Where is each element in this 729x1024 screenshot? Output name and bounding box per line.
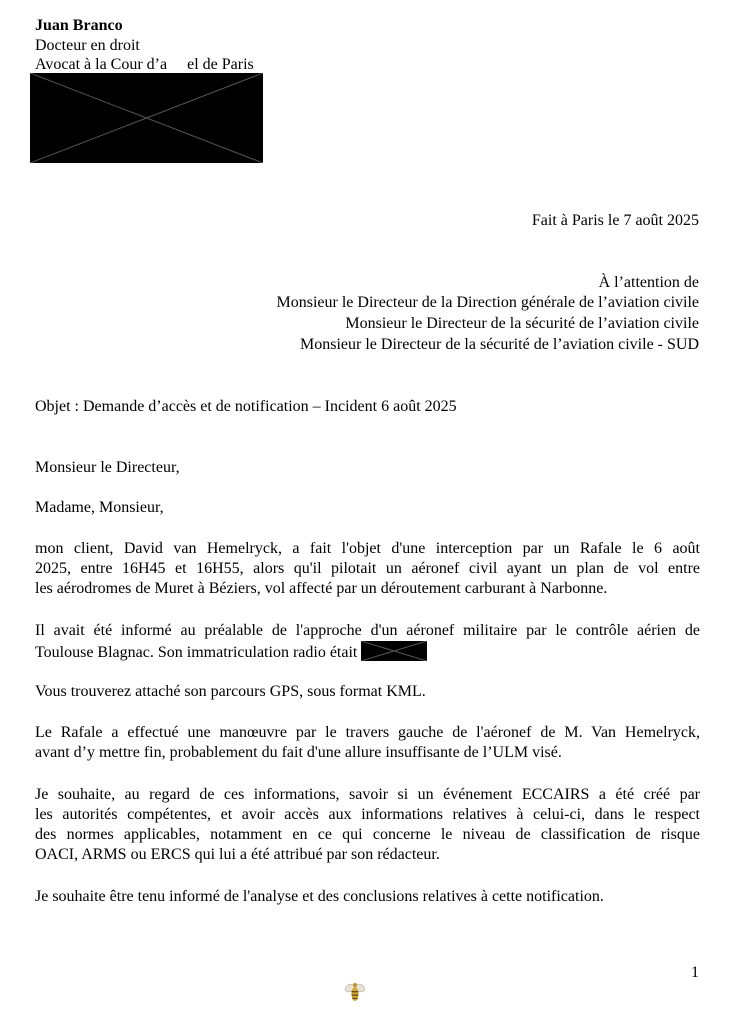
paragraph-line: Il avait été informé au préalable de l'approche d'un aéronef militaire par le contrôle aérien de xyxy=(35,622,700,639)
paragraph-line: Je souhaite, au regard de ces informations, savoir si un événement ECCAIRS a été créé par xyxy=(35,786,700,803)
paragraph-line: les autorités compétentes, et avoir accès aux informations relatives à celui-ci, dans le respect xyxy=(35,806,700,823)
date-line: Fait à Paris le 7 août 2025 xyxy=(531,212,699,229)
paragraph-line: avant d’y mettre fin, probablement du fait d'une allure insuffisante de l’ULM visé. xyxy=(35,744,562,761)
registration-redaction xyxy=(361,641,427,661)
salutation-1: Monsieur le Directeur, xyxy=(35,459,180,476)
page-number: 1 xyxy=(691,964,699,981)
sender-name: Juan Branco xyxy=(35,17,123,34)
salutation-2: Madame, Monsieur, xyxy=(35,499,164,516)
redaction-cross-icon xyxy=(30,73,263,163)
paragraph-2 xyxy=(35,621,700,663)
paragraph-1 xyxy=(35,539,700,599)
attention-line: À l’attention de xyxy=(598,274,699,291)
recipient-line: Monsieur le Directeur de la sécurité de l’aviation civile xyxy=(345,315,699,332)
paragraph-4 xyxy=(35,723,700,763)
paragraph-6: Je souhaite être tenu informé de l'analyse et des conclusions relatives à cette notification. xyxy=(35,888,604,905)
sender-bar-line: Avocat à la Cour d’a el de Paris xyxy=(35,56,254,73)
paragraph-line: Le Rafale a effectué une manœuvre par le travers gauche de l'aéronef de M. Van Hemelryck, xyxy=(35,724,700,741)
redaction-box xyxy=(30,73,263,163)
sender-title: Docteur en droit xyxy=(35,37,140,54)
redaction-cross-icon xyxy=(361,641,427,661)
subject-line: Objet : Demande d’accès et de notification – Incident 6 août 2025 xyxy=(35,398,457,415)
recipient-line: Monsieur le Directeur de la Direction générale de l’aviation civile xyxy=(276,294,699,311)
paragraph-line: des normes applicables, notamment en ce qui concerne le niveau de classification de risque xyxy=(35,826,700,843)
paragraph-line: les aérodromes de Muret à Béziers, vol affecté par un déroutement carburant à Narbonne. xyxy=(35,580,608,597)
recipient-line: Monsieur le Directeur de la sécurité de l’aviation civile - SUD xyxy=(300,336,699,353)
paragraph-line: Toulouse Blagnac. Son immatriculation radio était xyxy=(35,644,358,661)
paragraph-line: 2025, entre 16H45 et 16H55, alors qu'il pilotait un aéronef civil ayant un plan de vol entre xyxy=(35,560,700,577)
paragraph-3: Vous trouverez attaché son parcours GPS, sous format KML. xyxy=(35,683,426,700)
paragraph-line: mon client, David van Hemelryck, a fait l'objet d'une interception par un Rafale le 6 août xyxy=(35,540,700,557)
paragraph-line: OACI, ARMS ou ERCS qui lui a été attribué par son rédacteur. xyxy=(35,846,440,863)
bee-icon xyxy=(344,980,366,1004)
paragraph-5 xyxy=(35,785,700,865)
